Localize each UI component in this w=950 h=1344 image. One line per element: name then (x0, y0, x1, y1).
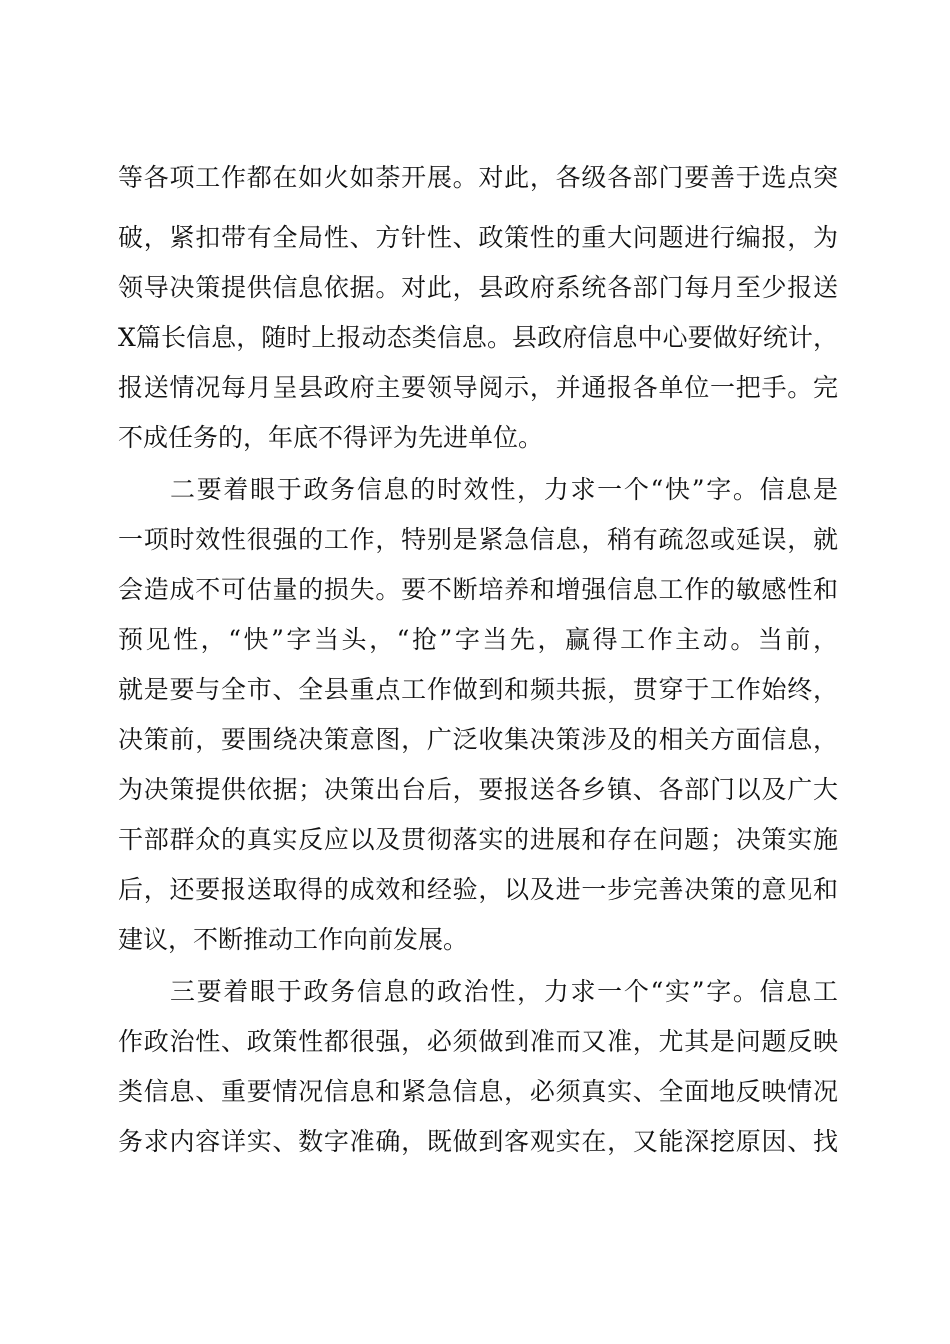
text-line: 作政治性、政策性都很强，必须做到准而又准，尤其是问题反映 (118, 1027, 838, 1056)
text-line: 决策前，要围绕决策意图，广泛收集决策涉及的相关方面信息， (118, 725, 838, 754)
text-line: X篇长信息，随时上报动态类信息。县政府信息中心要做好统计， (118, 323, 838, 352)
text-line: 干部群众的真实反应以及贯彻落实的进展和存在问题；决策实施 (118, 825, 838, 854)
text-line: 不成任务的，年底不得评为先进单位。 (118, 423, 544, 452)
text-line: 报送情况每月呈县政府主要领导阅示，并通报各单位一把手。完 (118, 373, 838, 402)
text-line: 破，紧扣带有全局性、方针性、政策性的重大问题进行编报，为 (118, 223, 838, 252)
text-line: 建议，不断推动工作向前发展。 (118, 925, 469, 954)
text-line: 为决策提供依据；决策出台后，要报送各乡镇、各部门以及广大 (118, 775, 838, 804)
paragraph-start-line: 二要着眼于政务信息的时效性，力求一个“快”字。信息是 (170, 475, 838, 504)
text-line: 类信息、重要情况信息和紧急信息，必须真实、全面地反映情况 (118, 1077, 838, 1106)
text-line: 就是要与全市、全县重点工作做到和频共振，贯穿于工作始终， (118, 675, 838, 704)
paragraph-start-line: 三要着眼于政务信息的政治性，力求一个“实”字。信息工 (170, 977, 838, 1006)
text-line: 会造成不可估量的损失。要不断培养和增强信息工作的敏感性和 (118, 575, 838, 604)
text-line: 务求内容详实、数字准确，既做到客观实在，又能深挖原因、找 (118, 1127, 838, 1156)
text-line: 一项时效性很强的工作，特别是紧急信息，稍有疏忽或延误，就 (118, 525, 838, 554)
text-line: 领导决策提供信息依据。对此，县政府系统各部门每月至少报送 (118, 273, 838, 302)
text-line: 后，还要报送取得的成效和经验，以及进一步完善决策的意见和 (118, 875, 838, 904)
text-line: 等各项工作都在如火如荼开展。对此，各级各部门要善于选点突 (118, 163, 838, 192)
text-line: 预见性，“快”字当头，“抢”字当先，赢得工作主动。当前， (118, 625, 838, 654)
